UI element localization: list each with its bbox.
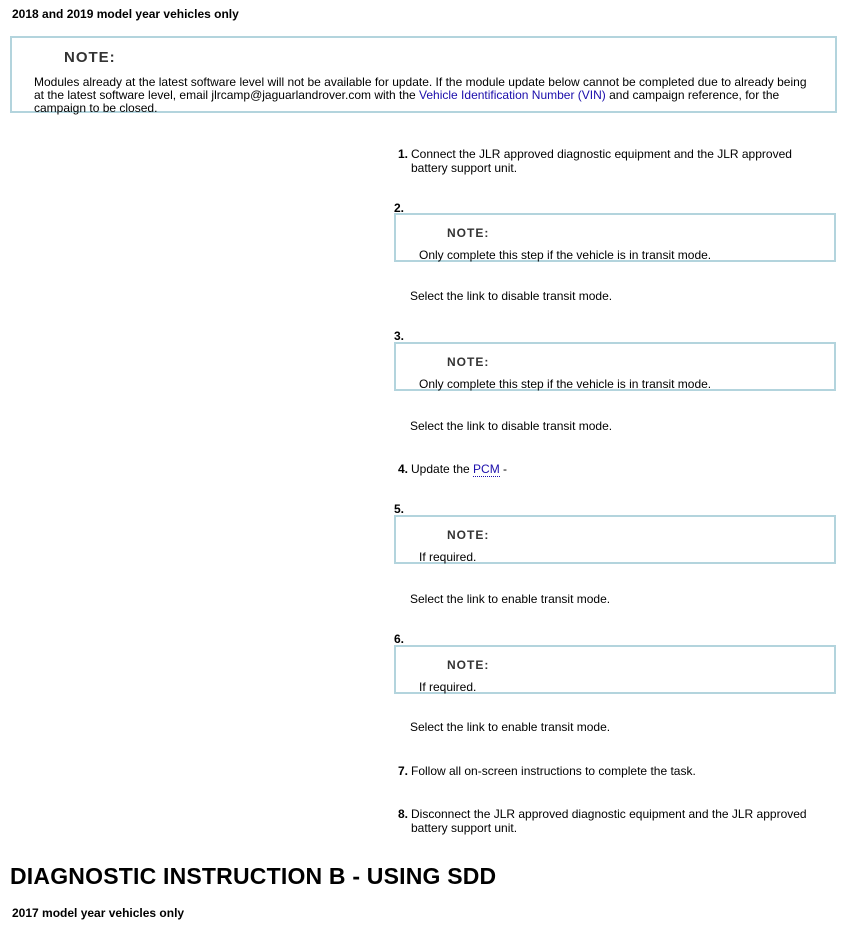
step-2-number: 2. [394, 201, 405, 215]
step-2-note-text: Only complete this step if the vehicle is in transit mode. [419, 248, 712, 262]
step-2-text: Select the link to disable transit mode. [410, 289, 613, 303]
main-note-text-before: Modules already at the latest software level will not be available for update. If the module update below cannot be completed due to already being at the latest software level, email jlrcamp@jaguarlandrover.com with the [34, 75, 807, 102]
main-note-box [10, 36, 837, 113]
step-8-number: 8. [398, 807, 409, 821]
step-4-text [411, 462, 831, 476]
step-6-note-title: NOTE: [447, 658, 490, 672]
step-4-text-after: - [499, 462, 508, 476]
step-5-text: Select the link to enable transit mode. [410, 592, 611, 606]
step-3-note-title: NOTE: [447, 355, 490, 369]
step-2-note-title: NOTE: [447, 226, 490, 240]
vin-link[interactable]: Vehicle Identification Number (VIN) [419, 88, 606, 102]
step-6-note-box [394, 645, 836, 694]
step-3-note-text: Only complete this step if the vehicle is in transit mode. [419, 377, 712, 391]
step-7-text: Follow all on-screen instructions to complete the task. [411, 764, 696, 778]
step-5-number: 5. [394, 502, 405, 516]
step-7-number: 7. [398, 764, 409, 778]
step-3-text: Select the link to disable transit mode. [410, 419, 613, 433]
main-note-title: NOTE: [64, 49, 116, 66]
step-5-note-box [394, 515, 836, 564]
step-6-note-text: If required. [419, 680, 477, 694]
section-header-2017: 2017 model year vehicles only [12, 906, 185, 920]
step-6-text: Select the link to enable transit mode. [410, 720, 611, 734]
step-4-number: 4. [398, 462, 409, 476]
step-1-number: 1. [398, 147, 409, 161]
step-8-text: Disconnect the JLR approved diagnostic equipment and the JLR approved battery support unit. [411, 807, 807, 835]
pcm-abbr[interactable]: PCM [473, 462, 500, 476]
step-6-number: 6. [394, 632, 405, 646]
step-5-note-title: NOTE: [447, 528, 490, 542]
step-4-text-before: Update the [411, 462, 474, 476]
main-note-text-after: and campaign reference, for the campaign to be closed. [34, 88, 780, 115]
step-5-note-text: If required. [419, 550, 477, 564]
step-2-note-box [394, 213, 836, 262]
step-1-text: Connect the JLR approved diagnostic equipment and the JLR approved battery support unit. [411, 147, 792, 175]
step-3-number: 3. [394, 329, 405, 343]
step-3-note-box [394, 342, 836, 391]
section-header: 2018 and 2019 model year vehicles only [12, 7, 239, 21]
diagnostic-instruction-b-heading: DIAGNOSTIC INSTRUCTION B - USING SDD [10, 863, 497, 889]
main-note-text [34, 76, 814, 115]
